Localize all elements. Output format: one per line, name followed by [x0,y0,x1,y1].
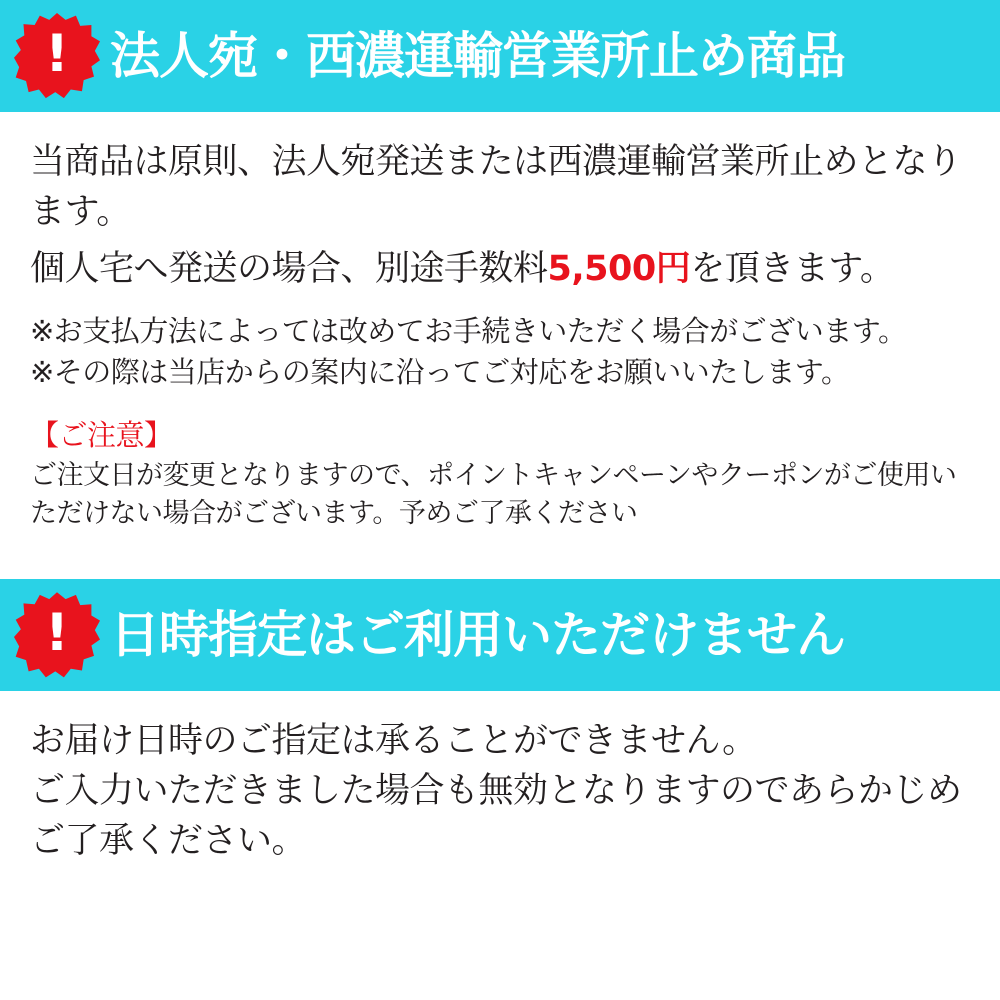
fee-text-before: 個人宅へ発送の場合、別途手数料 [30,249,548,290]
caution-label: 【ご注意】 [30,418,173,453]
paragraph-fee [30,245,970,295]
note-store-guidance: ※その際は当店からの案内に沿ってご対応をお願いいたします。 [30,355,850,390]
banner-title-no-date: 日時指定はご利用いただけません [110,605,845,664]
exclamation-mark: ! [45,603,69,664]
paragraph-no-date-accept: お届け日時のご指定は承ることができません。 [30,721,757,762]
exclamation-burst-icon [14,13,100,99]
paragraph-no-date-invalid: ご入力いただきました場合も無効となりますのであらかじめご了承ください。 [30,770,962,861]
fee-text-after: を頂きます。 [690,249,895,290]
banner-no-date-designation [0,579,1000,691]
caution-body: ご注文日が変更となりますので、ポイントキャンペーンやクーポンがご使用いただけない場合がございます。予めご了承ください [30,459,957,529]
paragraph-main-rule: 当商品は原則、法人宛発送または西濃運輸営業所止めとなります。 [30,142,962,232]
note-payment-method: ※お支払方法によっては改めてお手続きいただく場合がございます。 [30,314,907,349]
exclamation-burst-icon [14,592,100,678]
body-corporate-shipping [0,112,1000,543]
body-no-date-designation [0,691,1000,876]
banner-corporate-shipping [0,0,1000,112]
exclamation-mark: ! [45,24,69,84]
banner-title-corporate: 法人宛・西濃運輸営業所止め商品 [110,26,845,85]
fee-amount: 5,500円 [547,249,691,290]
